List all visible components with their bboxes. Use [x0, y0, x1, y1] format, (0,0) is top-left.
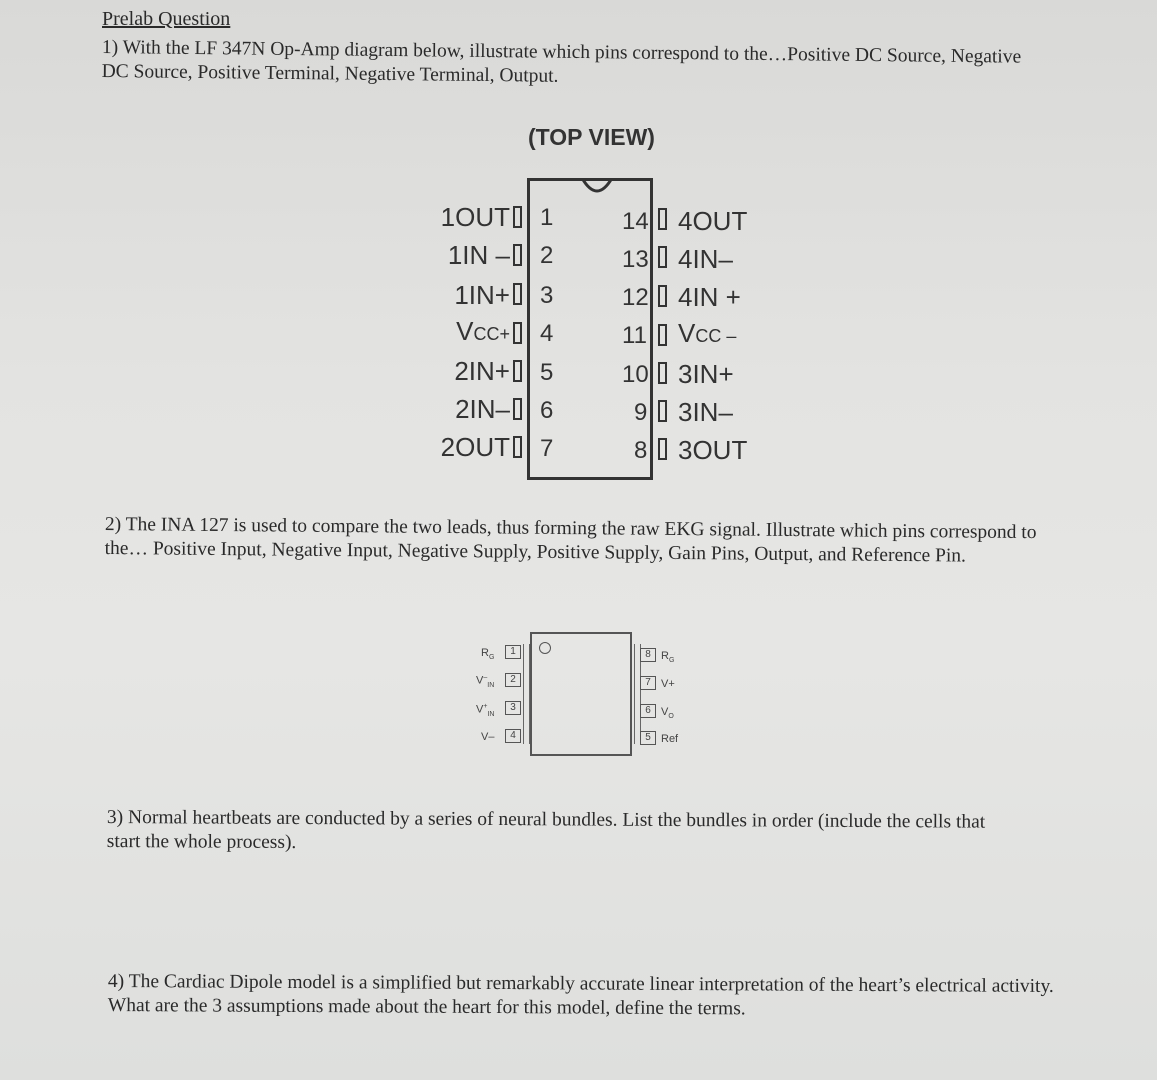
ina-pin-3: 3 [505, 701, 521, 715]
pin-label-8: 3OUT [678, 435, 748, 465]
pin-label-6: 2IN– [455, 394, 510, 424]
pin-number-11: 11 [622, 322, 647, 349]
pin-number-7: 7 [540, 435, 554, 462]
pin-number-12: 12 [622, 284, 649, 311]
pin-label-4-main: V [456, 316, 474, 346]
pin-number-9: 9 [634, 399, 648, 426]
pin-label-3: 1IN+ [454, 280, 510, 310]
pin-2 [513, 244, 522, 266]
pin-number-14: 14 [622, 208, 649, 235]
pin-9 [658, 400, 667, 422]
ina-left-rail [523, 644, 530, 744]
pin-number-2: 2 [540, 242, 554, 269]
pin-11 [658, 324, 667, 346]
ina-pin-6: 6 [640, 704, 656, 718]
pin1-dot-icon [539, 642, 551, 654]
pin-number-10: 10 [622, 361, 649, 388]
pin-label-10: 3IN+ [678, 359, 734, 389]
pin-4 [513, 322, 522, 344]
pin-label-7: 2OUT [440, 432, 510, 462]
ina-pin-label-7: V+ [661, 678, 675, 690]
pin-label-4 [390, 316, 510, 347]
pin-label-1: 1OUT [440, 202, 510, 232]
ina-pin-2: 2 [505, 673, 521, 687]
prelab-heading: Prelab Question [102, 8, 231, 30]
ina-pin-label-4: V– [481, 731, 495, 743]
top-view-label: (TOP VIEW) [528, 124, 655, 150]
pin-number-8: 8 [634, 437, 648, 464]
ina-pin-label-8: $R_G$ [661, 650, 675, 665]
pin-6 [513, 398, 522, 420]
question-4-text: 4) The Cardiac Dipole model is a simplified but remarkably accurate linear interpretation of the heart’s electrical activity. What are the 3 assumptions made about the heart for this model, define the terms. [107, 971, 1059, 1020]
ina-pin-7: 7 [640, 676, 656, 690]
pin-label-12: 4IN + [678, 282, 741, 312]
pin-number-4: 4 [540, 320, 554, 347]
ina-pin-5: 5 [640, 731, 656, 745]
pin-label-14: 4OUT [678, 206, 748, 236]
pin-13 [658, 246, 667, 268]
pin-number-6: 6 [540, 397, 554, 424]
pin-7 [513, 436, 522, 458]
pin-label-11-main: V [678, 318, 696, 348]
pin-number-1: 1 [540, 204, 554, 231]
pin-14 [658, 208, 667, 230]
ina-pin-1: 1 [505, 645, 521, 659]
question-1-text: 1) With the LF 347N Op-Amp diagram below, illustrate which pins correspond to the…Positive DC Source, Negative DC Source, Positive Terminal, Negative Terminal, Output. [101, 36, 1027, 87]
question-3-text: 3) Normal heartbeats are conducted by a series of neural bundles. List the bundles in order (include the cells that start the whole process). [106, 807, 991, 853]
ina-pin-label-1: $R_G$ [481, 647, 495, 662]
ina-pin-8: 8 [640, 648, 656, 662]
pin-label-4-sub: CC+ [473, 324, 510, 344]
ina-pin-label-6: $V_O$ [661, 706, 674, 721]
pin-3 [513, 283, 522, 305]
pin-label-11 [678, 318, 736, 349]
pin-10 [658, 362, 667, 384]
pin-1 [513, 206, 522, 228]
ina-pin-label-2: $V^-_{IN}$ [476, 674, 495, 689]
pin-label-9: 3IN– [678, 397, 733, 427]
pin-5 [513, 360, 522, 382]
pin-8 [658, 438, 667, 460]
pin-number-3: 3 [540, 282, 554, 309]
ina-pin-label-5: Ref [661, 733, 679, 745]
question-2-text: 2) The INA 127 is used to compare the two leads, thus forming the raw EKG signal. Illustrate which pins correspond to the… Positive Input, Negative Input, Negative Supply, Positive Supply, Gain Pins, Output, and Reference Pin. [104, 513, 1042, 567]
chip-notch-icon [578, 178, 616, 200]
pin-label-13: 4IN– [678, 244, 733, 274]
pin-number-5: 5 [540, 359, 554, 386]
pin-label-2: 1IN – [447, 240, 510, 270]
pin-number-13: 13 [622, 246, 649, 273]
ina-pin-4: 4 [505, 729, 521, 743]
pin-label-11-sub: CC – [695, 326, 737, 346]
ina-pin-label-3: $V^+_{IN}$ [476, 703, 495, 718]
pin-label-5: 2IN+ [454, 356, 510, 386]
pin-12 [658, 285, 667, 307]
